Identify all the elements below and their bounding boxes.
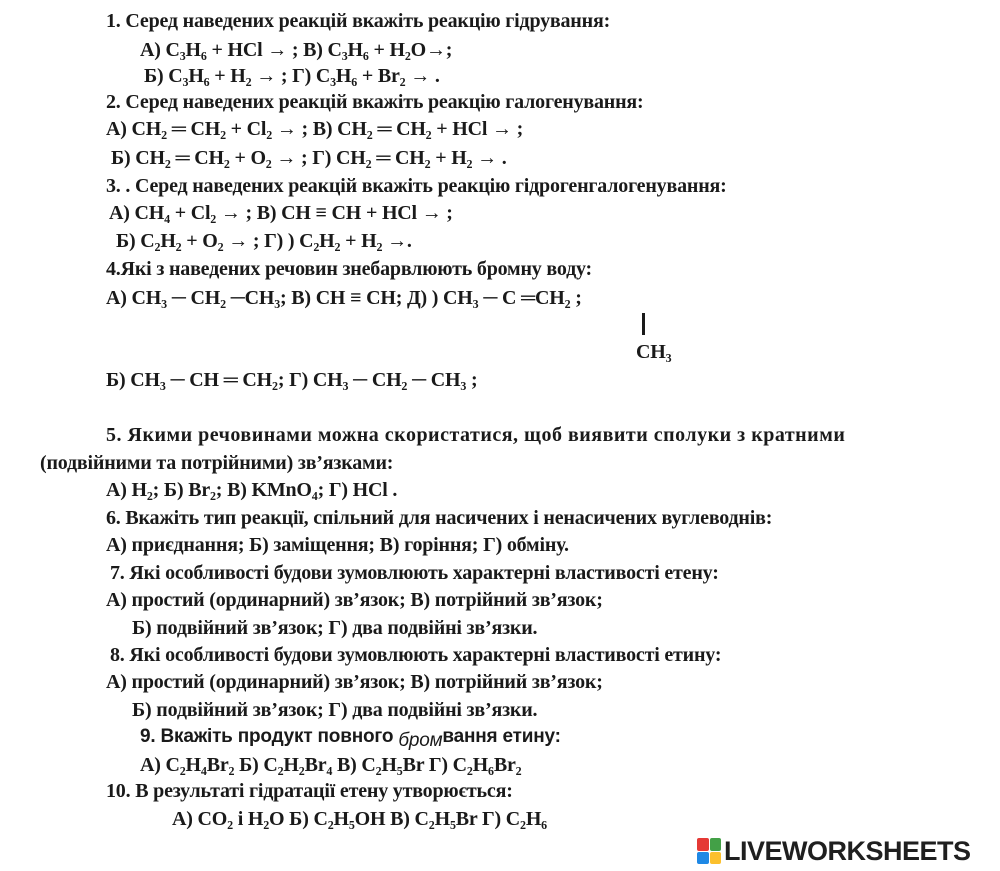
question-3-title: 3. . Серед наведених реакцій вкажіть реакцію гідрогенгалогенування: [106,175,727,197]
question-1-title: 1. Серед наведених реакцій вкажіть реакцію гідрування: [106,10,611,32]
structural-bond-line [642,313,645,335]
question-8-title: 8. Які особливості будови зумовлюють характерні властивості етину: [110,644,722,666]
logo-square-yellow [710,852,722,865]
handwritten-word-fragment: бром [398,730,443,751]
question-9-title [140,726,561,751]
logo-square-blue [697,852,709,865]
question-9-options: А) C₂H₄Br₂ Б) C₂H₂Br₄ В) C₂H₅Br Г) C₂H₆Br₂ [140,754,522,776]
question-2-title: 2. Серед наведених реакцій вкажіть реакцію галогенування: [106,91,644,113]
question-9-title-start: 9. Вкажіть продукт повного [140,726,394,747]
question-7-options-row-2: Б) подвійний зв’язок; Г) два подвійні зв’язки. [132,617,538,639]
question-1-options-row-2: Б) C₃H₆ + H₂ → ; Г) C₃H₆ + Br₂ → . [144,65,440,87]
question-10-options: А) CO₂ і H₂O Б) C₂H₅OH В) C₂H₅Br Г) C₂H₆ [172,808,547,830]
question-4-options-row-2: Б) CH₃ ─ CH ═ CH₂; Г) CH₃ ─ CH₂ ─ CH₃ ; [106,369,478,391]
question-10-title: 10. В результаті гідратації етену утворюється: [106,780,513,802]
logo-square-red [697,838,709,851]
question-4-options-row-1: А) CH₃ ─ CH₂ ─CH₃; В) CH ≡ CH; Д) ) CH₃ ─ C ═CH₂ ; [106,287,582,309]
liveworksheets-wordmark: LIVEWORKSHEETS [724,835,971,866]
question-2-options-row-2: Б) CH₂ ═ CH₂ + O₂ → ; Г) CH₂ ═ CH₂ + H₂ → . [111,147,507,169]
question-7-options-row-1: А) простий (ординарний) зв’язок; В) потрійний зв’язок; [106,589,603,611]
question-2-options-row-1: А) CH₂ ═ CH₂ + Cl₂ → ; В) CH₂ ═ CH₂ + HCl → ; [106,118,524,140]
question-5-title: 5. Якими речовинами можна скористатися, щоб виявити сполуки з кратними [106,424,846,446]
liveworksheets-logo-icon [697,838,721,864]
question-6-options: А) приєднання; Б) заміщення; В) горіння; Г) обміну. [106,534,569,556]
question-3-options-row-2: Б) C₂H₂ + O₂ → ; Г) ) C₂H₂ + H₂ →. [116,230,412,252]
liveworksheets-watermark [697,836,971,866]
question-8-options-row-2: Б) подвійний зв’язок; Г) два подвійні зв’язки. [132,699,538,721]
question-8-options-row-1: А) простий (ординарний) зв’язок; В) потрійний зв’язок; [106,671,603,693]
logo-square-green [710,838,722,851]
question-5-title-continued: (подвійними та потрійними) зв’язками: [40,452,394,474]
question-1-options-row-1: А) C₃H₆ + HCl → ; В) C₃H₆ + H₂O→; [140,39,453,61]
methyl-branch: CH₃ [636,341,672,363]
question-3-options-row-1: А) CH₄ + Cl₂ → ; В) CH ≡ CH + HCl → ; [109,202,453,224]
question-9-title-end: вання етину: [442,726,561,747]
question-7-title: 7. Які особливості будови зумовлюють характерні властивості етену: [110,562,719,584]
question-5-options: А) H₂; Б) Br₂; В) KMnO₄; Г) HCl . [106,479,398,501]
question-4-title: 4.Які з наведених речовин знебарвлюють бромну воду: [106,258,592,280]
cropped-heading-fragment [225,0,237,2]
question-6-title: 6. Вкажіть тип реакції, спільний для насичених і ненасичених вуглеводнів: [106,507,773,529]
